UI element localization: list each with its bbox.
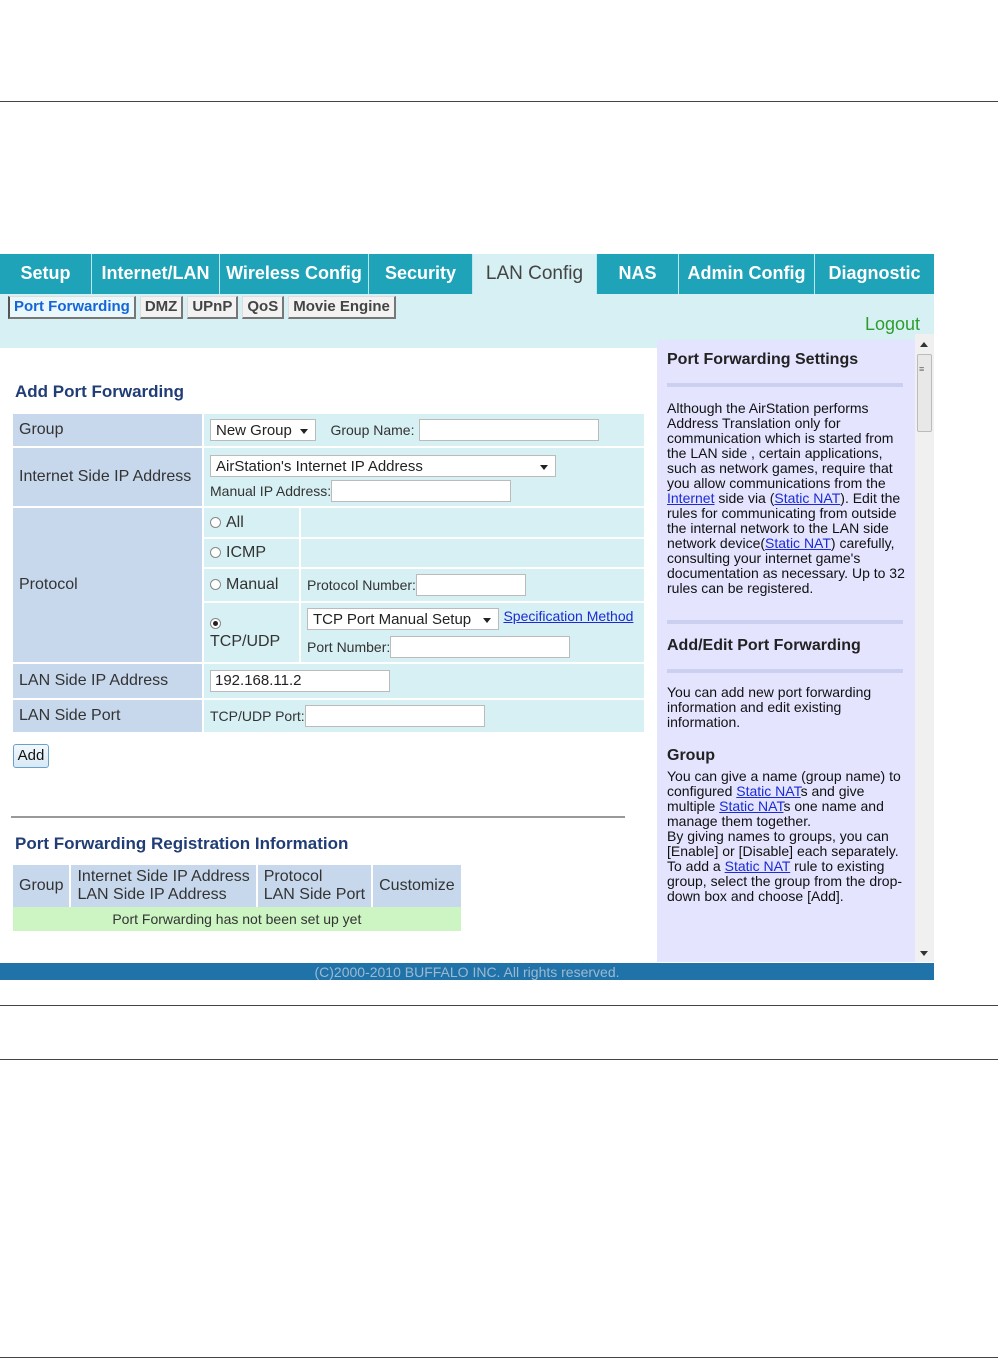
add-port-forwarding-form (13, 414, 644, 734)
col-lan-ip: LAN Side IP Address (77, 886, 227, 903)
protocol-label: Protocol (13, 508, 204, 664)
help-paragraph-3: You can give a name (group name) to configured Static NATs and give multiple Static NATs one name and manage them together. By giving names to groups, you can [Enable] or [Disable] each separately. To add a Static NAT rule to existing group, select the group from the drop-down box and choose [Add]. (667, 768, 903, 904)
tab-admin-config[interactable]: Admin Config (679, 254, 815, 294)
page-rule-top (0, 101, 998, 102)
help-title-group: Group (667, 747, 715, 764)
col-protocol-port (258, 865, 371, 907)
help-panel (657, 340, 915, 962)
col-protocol: Protocol (263, 868, 323, 885)
empty-message: Port Forwarding has not been set up yet (13, 907, 461, 931)
port-number-input[interactable] (390, 636, 570, 658)
help-title-add-edit: Add/Edit Port Forwarding (667, 637, 861, 654)
internet-ip-label: Internet Side IP Address (13, 448, 204, 508)
tab-internet-lan[interactable]: Internet/LAN (92, 254, 220, 294)
radio-tcpudp[interactable] (210, 618, 221, 629)
group-label: Group (13, 414, 204, 448)
help-link-internet[interactable]: Internet (667, 490, 715, 506)
internet-ip-select[interactable]: AirStation's Internet IP Address (210, 455, 556, 477)
tcpudp-port-label: TCP/UDP Port: (210, 708, 305, 724)
help-paragraph-2: You can add new port forwarding information and edit existing information. (667, 684, 872, 730)
subtab-qos[interactable]: QoS (242, 296, 284, 319)
lan-ip-input[interactable]: 192.168.11.2 (210, 670, 390, 692)
protocol-number-input[interactable] (416, 574, 526, 596)
section-divider (11, 816, 625, 818)
manual-ip-input[interactable] (331, 480, 511, 502)
page-rule-mid2 (0, 1059, 998, 1060)
protocol-options (204, 508, 644, 662)
radio-manual-label: Manual (226, 576, 279, 593)
tab-diagnostic[interactable]: Diagnostic (828, 263, 921, 283)
help-link-static-nat[interactable]: Static NAT (724, 858, 791, 874)
tab-wireless-config[interactable]: Wireless Config (220, 254, 369, 294)
lan-port-label: LAN Side Port (13, 700, 204, 734)
page-rule-bottom (0, 1357, 998, 1358)
radio-tcpudp-label: TCP/UDP (210, 632, 281, 650)
tcpudp-port-setup-select[interactable]: TCP Port Manual Setup (307, 608, 499, 630)
scroll-up-icon[interactable] (920, 342, 928, 347)
subtab-dmz[interactable]: DMZ (140, 296, 184, 319)
col-ip-addresses (71, 865, 255, 907)
help-title-settings: Port Forwarding Settings (667, 351, 859, 368)
add-button[interactable]: Add (13, 744, 49, 768)
col-group: Group (13, 865, 69, 907)
help-link-static-nat[interactable]: Static NAT (719, 798, 784, 814)
scroll-down-icon[interactable] (920, 951, 928, 956)
subtab-upnp[interactable]: UPnP (187, 296, 238, 319)
col-customize: Customize (373, 865, 461, 907)
radio-manual[interactable] (210, 579, 221, 590)
tab-lan-config[interactable]: LAN Config (473, 254, 597, 294)
group-name-input[interactable] (419, 419, 599, 441)
main-nav (0, 254, 934, 294)
group-select[interactable]: New Group (210, 419, 316, 441)
registration-title: Port Forwarding Registration Information (15, 834, 349, 853)
add-port-forwarding-title: Add Port Forwarding (15, 382, 185, 401)
help-scrollbar[interactable] (915, 334, 934, 962)
page-rule-mid1 (0, 1005, 998, 1006)
help-paragraph-1: Although the AirStation performs Address Translation only for communication which is started from the LAN side , certain applications, such as network games, require that you allow communications from the Internet side via (Static NAT). Edit the rules for communicating from outside the internal network to the LAN side network device(Static NAT) carefully, consulting your internet game's documentation as necessary. Up to 32 rules can be registered. (667, 400, 905, 596)
grip-icon: ≡ (919, 364, 925, 374)
col-internet-ip: Internet Side IP Address (77, 868, 250, 885)
radio-icmp[interactable] (210, 547, 221, 558)
help-link-static-nat[interactable]: Static NAT (774, 490, 841, 506)
help-link-static-nat[interactable]: Static NAT (736, 783, 801, 799)
lan-ip-label: LAN Side IP Address (13, 664, 204, 700)
specification-method-link[interactable]: Specification Method (503, 607, 634, 624)
group-name-label: Group Name: (330, 422, 415, 438)
radio-icmp-label: ICMP (226, 544, 266, 561)
logout-link[interactable]: Logout (864, 314, 920, 334)
radio-all-label: All (226, 513, 244, 531)
manual-ip-label: Manual IP Address: (210, 482, 332, 499)
port-number-label: Port Number: (307, 638, 391, 655)
help-link-static-nat[interactable]: Static NAT (765, 535, 831, 551)
registration-table (11, 865, 463, 931)
radio-all[interactable] (210, 517, 221, 528)
protocol-number-label: Protocol Number: (307, 577, 416, 593)
footer-copyright: (C)2000-2010 BUFFALO INC. All rights reserved. (0, 963, 934, 980)
subtab-port-forwarding[interactable]: Port Forwarding (8, 296, 136, 319)
tcpudp-port-input[interactable] (305, 705, 485, 727)
col-lan-port: LAN Side Port (263, 886, 366, 903)
subtab-movie-engine[interactable]: Movie Engine (288, 296, 396, 319)
tab-setup[interactable]: Setup (0, 254, 92, 294)
tab-security[interactable]: Security (369, 254, 473, 294)
tab-nas[interactable]: NAS (597, 254, 679, 294)
